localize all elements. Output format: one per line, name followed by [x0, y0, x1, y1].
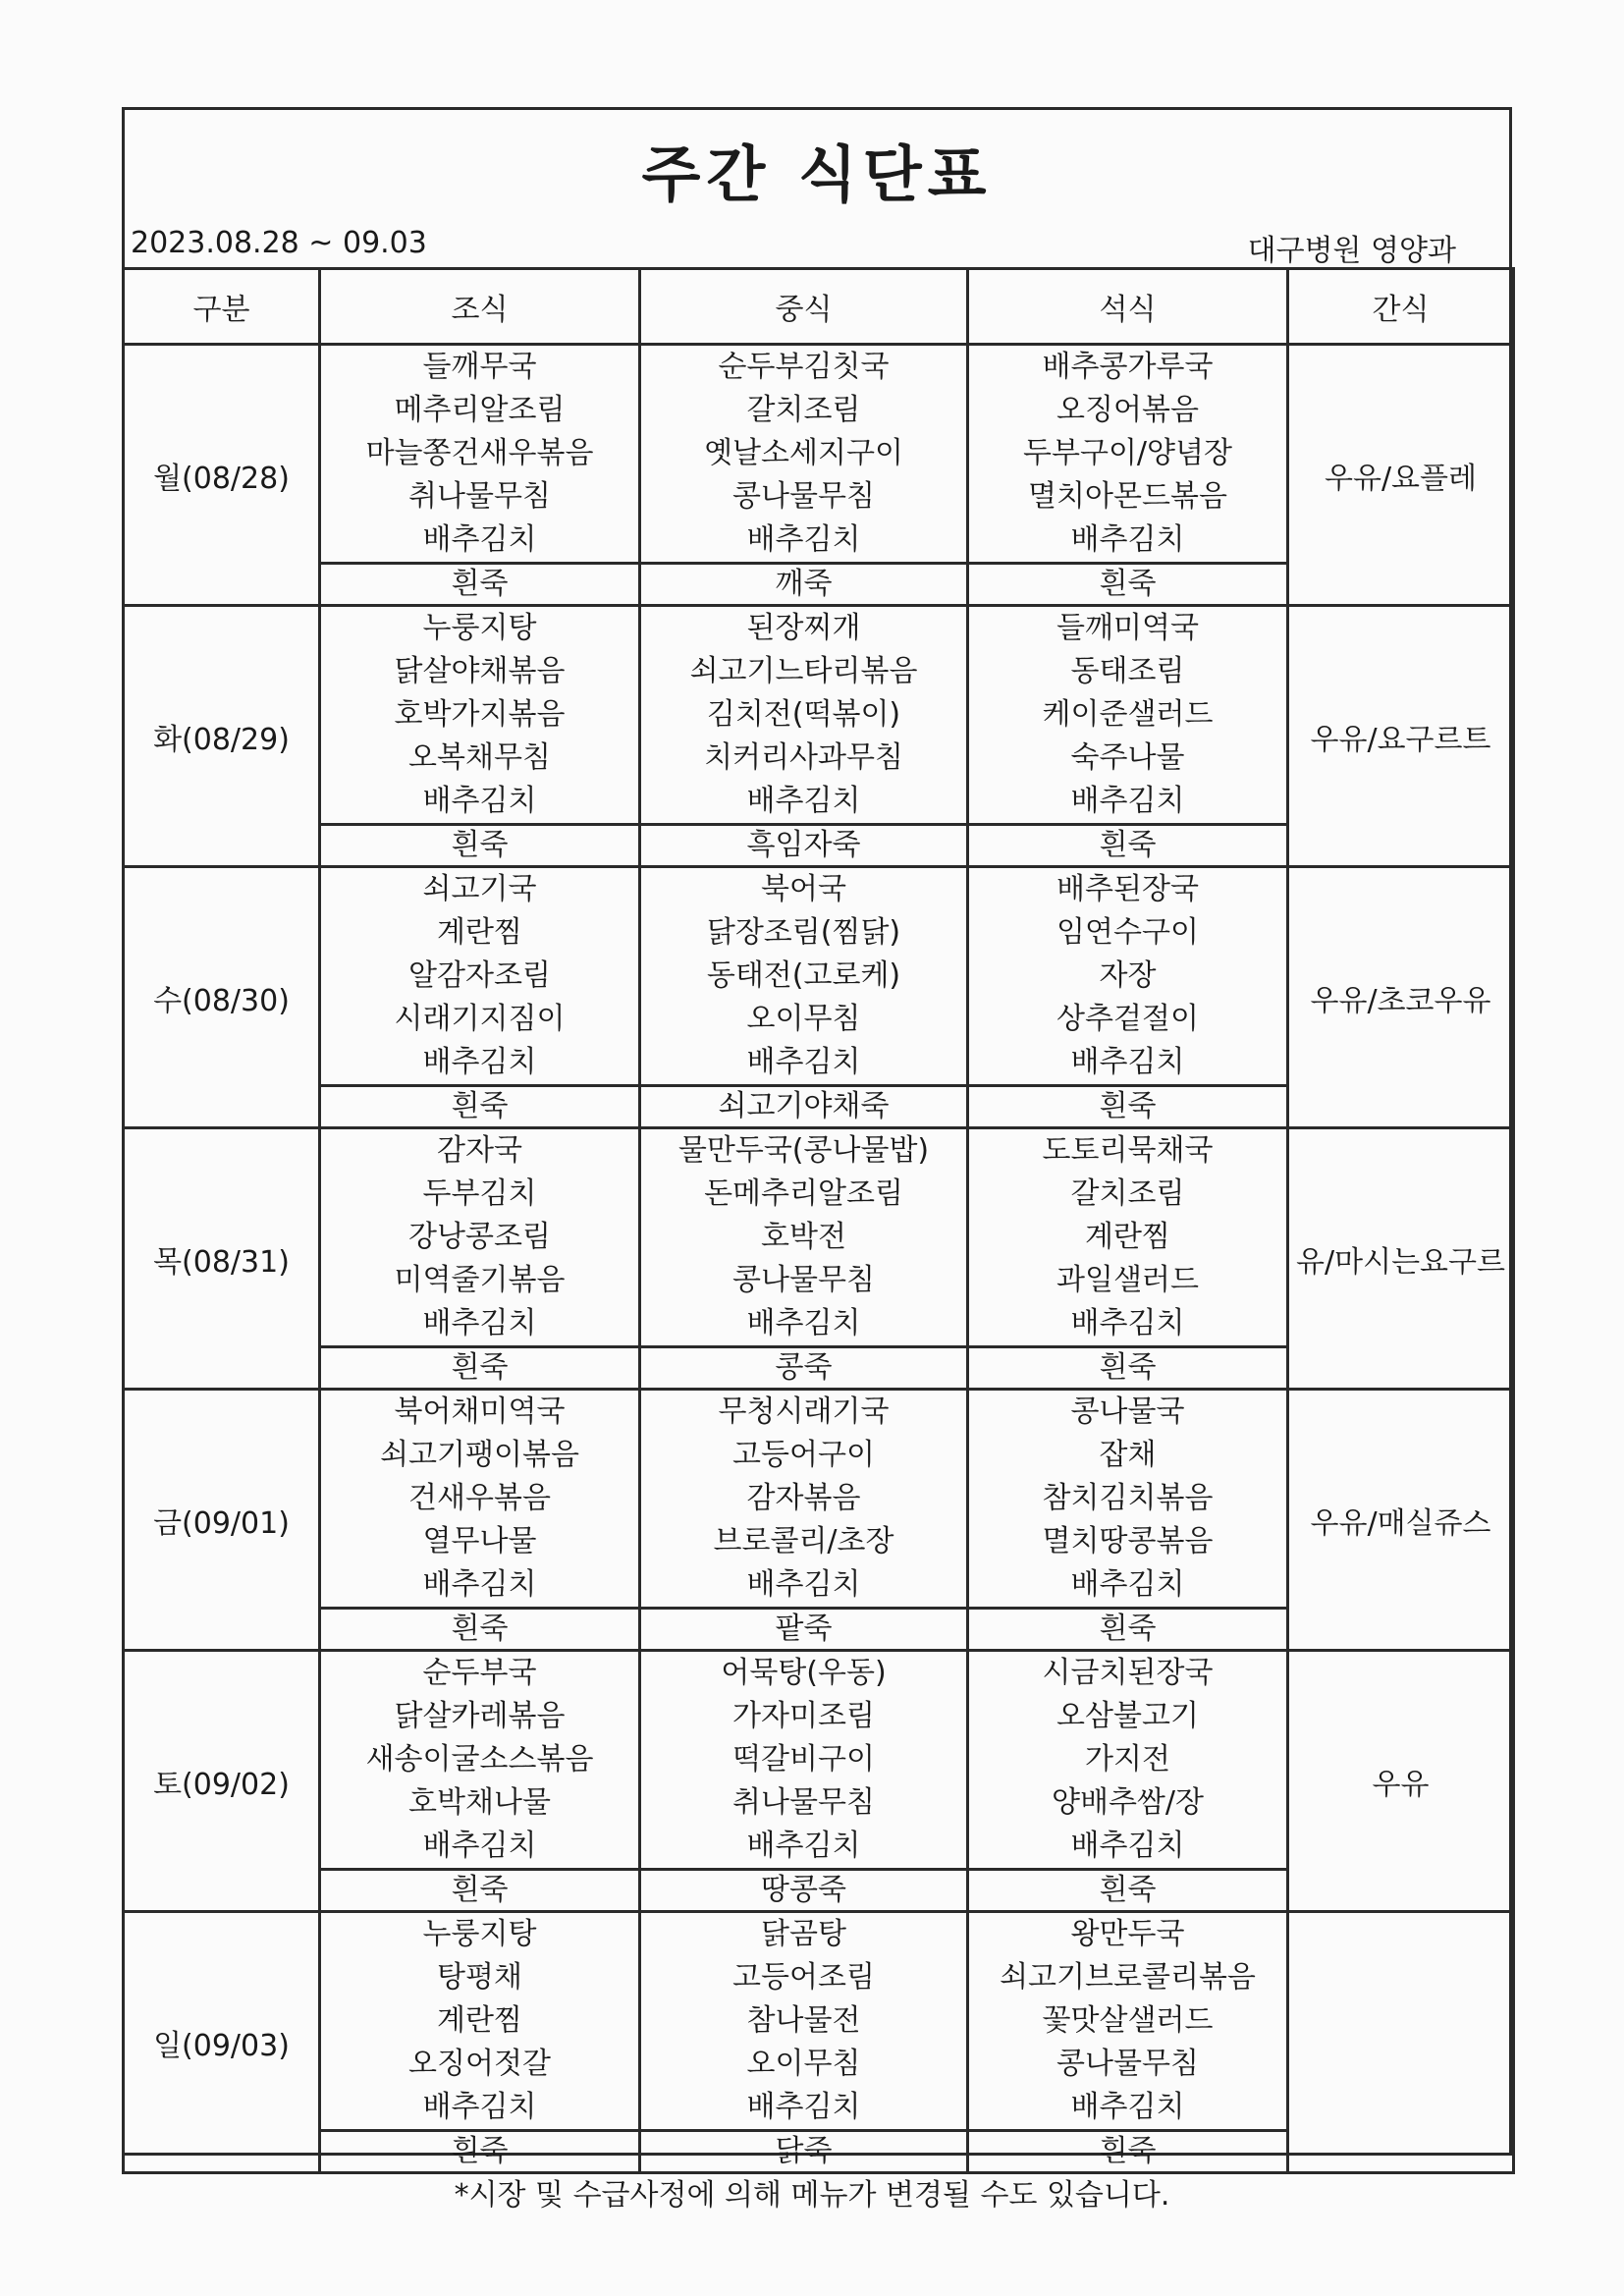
- dish-item: 옛날소세지구이: [704, 436, 903, 470]
- dish-item: 배추김치: [422, 1829, 537, 1863]
- dish-list: [969, 868, 1286, 1084]
- table-row: [124, 867, 1514, 1086]
- dish-item: 두부김치: [422, 1176, 537, 1211]
- dish-list: [641, 868, 966, 1084]
- dish-item: 쇠고기느타리볶음: [689, 654, 918, 688]
- dish-list: [321, 868, 638, 1084]
- dish-item: 가자미조림: [732, 1699, 875, 1733]
- dish-item: 시금치된장국: [1042, 1656, 1214, 1690]
- dish-list: [641, 346, 966, 562]
- porridge-dinner: 흰죽: [968, 2131, 1288, 2173]
- porridge-dinner: 흰죽: [968, 825, 1288, 867]
- porridge-breakfast: 흰죽: [320, 2131, 640, 2173]
- dish-item: 새송이굴소스볶음: [365, 1742, 594, 1777]
- dish-item: 배추김치: [746, 1567, 861, 1602]
- breakfast-dishes: [320, 1390, 640, 1609]
- snack-cell: [1288, 1912, 1514, 2173]
- dish-item: 들깨미역국: [1056, 611, 1199, 645]
- column-header-lunch: 중식: [640, 269, 968, 345]
- dish-item: 북어국: [761, 872, 846, 906]
- snack-cell: [1288, 1128, 1514, 1390]
- dish-list: [321, 1652, 638, 1868]
- porridge-lunch: 쇠고기야채죽: [640, 1086, 968, 1128]
- lunch-dishes: [640, 1651, 968, 1870]
- dish-item: 돈메추리알조림: [704, 1176, 903, 1211]
- dish-item: 계란찜: [437, 2003, 522, 2038]
- dish-list: [321, 1913, 638, 2129]
- porridge-dinner: 흰죽: [968, 564, 1288, 606]
- lunch-dishes: [640, 1390, 968, 1609]
- dish-item: 순두부김칫국: [718, 350, 890, 384]
- dish-item: 배추김치: [1070, 2090, 1185, 2124]
- lunch-dishes: [640, 345, 968, 564]
- dish-item: 닭살카레볶음: [394, 1699, 566, 1733]
- dish-item: 배추콩가루국: [1042, 350, 1214, 384]
- dish-item: 계란찜: [1085, 1220, 1170, 1254]
- day-label: 목(08/31): [124, 1128, 320, 1390]
- dish-item: 들깨무국: [422, 350, 537, 384]
- dish-item: 갈치조림: [746, 393, 861, 427]
- dinner-dishes: [968, 1128, 1288, 1347]
- porridge-dinner: 흰죽: [968, 1347, 1288, 1390]
- dish-list: [321, 607, 638, 823]
- dish-item: 떡갈비구이: [732, 1742, 875, 1777]
- day-label: 수(08/30): [124, 867, 320, 1128]
- dish-item: 배추김치: [746, 784, 861, 818]
- dish-item: 감자볶음: [746, 1481, 861, 1515]
- day-label: 토(09/02): [124, 1651, 320, 1912]
- snack-cell: [1288, 606, 1514, 867]
- snack-label: 우유/요플레: [1324, 461, 1477, 496]
- snack-label: 우유/요구르트: [1310, 722, 1491, 757]
- dish-item: 쇠고기브로콜리볶음: [1000, 1960, 1256, 1995]
- porridge-breakfast: 흰죽: [320, 1347, 640, 1390]
- dish-item: 호박가지볶음: [394, 697, 566, 732]
- dish-list: [641, 1129, 966, 1345]
- dish-item: 알감자조림: [408, 958, 551, 993]
- porridge-breakfast: 흰죽: [320, 564, 640, 606]
- dish-list: [641, 1391, 966, 1607]
- table-row: [124, 1651, 1514, 1870]
- dish-item: 마늘쫑건새우볶음: [365, 436, 594, 470]
- dish-item: 콩나물국: [1070, 1394, 1185, 1429]
- snack-label: 우유/매실쥬스: [1310, 1505, 1491, 1541]
- column-header-snack: 간식: [1288, 269, 1514, 345]
- breakfast-dishes: [320, 1651, 640, 1870]
- column-header-dinner: 석식: [968, 269, 1288, 345]
- dish-item: 김치전(떡볶이): [706, 697, 901, 732]
- dish-item: 임연수구이: [1056, 915, 1199, 950]
- table-row: [124, 606, 1514, 825]
- dish-item: 고등어조림: [732, 1960, 875, 1995]
- porridge-lunch: 닭죽: [640, 2131, 968, 2173]
- day-label: 월(08/28): [124, 345, 320, 606]
- column-header-breakfast: 조식: [320, 269, 640, 345]
- table-header-row: [124, 269, 1514, 345]
- porridge-lunch: 깨죽: [640, 564, 968, 606]
- dish-item: 고등어구이: [732, 1438, 875, 1472]
- lunch-dishes: [640, 867, 968, 1086]
- dish-item: 열무나물: [422, 1524, 537, 1558]
- dish-list: [321, 346, 638, 562]
- dish-list: [321, 1391, 638, 1607]
- dish-item: 강낭콩조림: [408, 1220, 551, 1254]
- day-label: 금(09/01): [124, 1390, 320, 1651]
- dish-list: [969, 1391, 1286, 1607]
- dish-item: 배추김치: [422, 1045, 537, 1079]
- menu-change-note: *시장 및 수급사정에 의해 메뉴가 변경될 수도 있습니다.: [454, 2178, 1170, 2213]
- dish-item: 동태조림: [1070, 654, 1185, 688]
- dish-item: 닭살야채볶음: [394, 654, 566, 688]
- dish-item: 치커리사과무침: [704, 740, 903, 775]
- dish-item: 닭장조림(찜닭): [706, 915, 901, 950]
- dish-item: 배추김치: [746, 2090, 861, 2124]
- weekly-menu-table: [122, 267, 1515, 2174]
- day-label: 일(09/03): [124, 1912, 320, 2173]
- dinner-dishes: [968, 1390, 1288, 1609]
- dish-item: 멸치아몬드볶음: [1028, 479, 1227, 514]
- dish-item: 배추된장국: [1056, 872, 1199, 906]
- dish-item: 누룽지탕: [422, 611, 537, 645]
- dish-item: 배추김치: [422, 522, 537, 557]
- dish-list: [969, 1652, 1286, 1868]
- dish-item: 상추겉절이: [1056, 1002, 1199, 1036]
- dish-item: 잡채: [1099, 1438, 1157, 1472]
- lunch-dishes: [640, 1128, 968, 1347]
- dish-list: [641, 607, 966, 823]
- breakfast-dishes: [320, 1128, 640, 1347]
- dish-item: 배추김치: [1070, 784, 1185, 818]
- dish-item: 건새우볶음: [408, 1481, 551, 1515]
- porridge-breakfast: 흰죽: [320, 1870, 640, 1912]
- dish-item: 동태전(고로케): [706, 958, 901, 993]
- dish-item: 가지전: [1085, 1742, 1170, 1777]
- column-header-category: 구분: [124, 269, 320, 345]
- dish-item: 꽃맛살샐러드: [1042, 2003, 1214, 2038]
- porridge-breakfast: 흰죽: [320, 1609, 640, 1651]
- dish-item: 배추김치: [1070, 1829, 1185, 1863]
- breakfast-dishes: [320, 1912, 640, 2131]
- lunch-dishes: [640, 606, 968, 825]
- dish-item: 취나물무침: [408, 479, 551, 514]
- dish-item: 참나물전: [746, 2003, 861, 2038]
- dish-item: 참치김치볶음: [1042, 1481, 1214, 1515]
- dish-item: 오삼불고기: [1056, 1699, 1199, 1733]
- dish-list: [969, 346, 1286, 562]
- dish-item: 취나물무침: [732, 1785, 875, 1820]
- dish-item: 배추김치: [1070, 522, 1185, 557]
- porridge-dinner: 흰죽: [968, 1870, 1288, 1912]
- dish-item: 브로콜리/초장: [713, 1524, 894, 1558]
- lunch-dishes: [640, 1912, 968, 2131]
- dish-item: 미역줄기볶음: [394, 1263, 566, 1297]
- dish-item: 오징어볶음: [1056, 393, 1199, 427]
- dish-item: 시래기지짐이: [394, 1002, 566, 1036]
- dish-item: 배추김치: [422, 2090, 537, 2124]
- dish-item: 배추김치: [746, 1306, 861, 1340]
- dish-item: 배추김치: [422, 1306, 537, 1340]
- dish-item: 계란찜: [437, 915, 522, 950]
- dinner-dishes: [968, 345, 1288, 564]
- snack-label: 우유/초코우유: [1310, 983, 1491, 1018]
- dish-item: 배추김치: [746, 522, 861, 557]
- table-row: [124, 1912, 1514, 2131]
- table-row: [124, 1128, 1514, 1347]
- dish-item: 케이준샐러드: [1042, 697, 1214, 732]
- dish-item: 쇠고기국: [422, 872, 537, 906]
- dish-list: [641, 1652, 966, 1868]
- dish-list: [969, 1913, 1286, 2129]
- breakfast-dishes: [320, 867, 640, 1086]
- dish-item: 배추김치: [1070, 1567, 1185, 1602]
- day-label: 화(08/29): [124, 606, 320, 867]
- dinner-dishes: [968, 867, 1288, 1086]
- snack-label: 우유: [1372, 1767, 1430, 1802]
- dish-item: 배추김치: [422, 784, 537, 818]
- porridge-breakfast: 흰죽: [320, 1086, 640, 1128]
- dish-item: 콩나물무침: [732, 479, 875, 514]
- dish-item: 콩나물무침: [732, 1263, 875, 1297]
- porridge-breakfast: 흰죽: [320, 825, 640, 867]
- snack-cell: [1288, 1390, 1514, 1651]
- porridge-dinner: 흰죽: [968, 1609, 1288, 1651]
- dish-item: 오징어젓갈: [408, 2047, 551, 2081]
- dish-item: 숙주나물: [1070, 740, 1185, 775]
- dish-item: 자장: [1099, 958, 1157, 993]
- dish-item: 배추김치: [1070, 1045, 1185, 1079]
- menu-sheet: [122, 107, 1512, 2168]
- dish-item: 닭곰탕: [761, 1917, 846, 1951]
- dinner-dishes: [968, 1651, 1288, 1870]
- dish-item: 오복채무침: [408, 740, 551, 775]
- porridge-lunch: 흑임자죽: [640, 825, 968, 867]
- dish-item: 된장찌개: [746, 611, 861, 645]
- page-title: 주간 식단표: [641, 138, 993, 210]
- breakfast-dishes: [320, 606, 640, 825]
- dish-item: 북어채미역국: [394, 1394, 566, 1429]
- dish-item: 누룽지탕: [422, 1917, 537, 1951]
- snack-cell: [1288, 867, 1514, 1128]
- dish-item: 배추김치: [1070, 1306, 1185, 1340]
- dish-item: 콩나물무침: [1056, 2047, 1199, 2081]
- dish-item: 과일샐러드: [1056, 1263, 1199, 1297]
- department-label: 대구병원 영양과: [1247, 234, 1456, 268]
- dish-item: 순두부국: [422, 1656, 537, 1690]
- dish-list: [641, 1913, 966, 2129]
- dish-item: 배추김치: [746, 1829, 861, 1863]
- dish-item: 어묵탕(우동): [721, 1656, 887, 1690]
- dish-item: 왕만두국: [1070, 1917, 1185, 1951]
- snack-label: 유/마시는요구르: [1296, 1244, 1505, 1280]
- dish-item: 배추김치: [422, 1567, 537, 1602]
- dish-list: [969, 1129, 1286, 1345]
- dish-list: [321, 1129, 638, 1345]
- dish-item: 물만두국(콩나물밥): [677, 1133, 930, 1168]
- porridge-lunch: 땅콩죽: [640, 1870, 968, 1912]
- dish-item: 두부구이/양념장: [1023, 436, 1232, 470]
- dish-item: 배추김치: [746, 1045, 861, 1079]
- dish-item: 호박채나물: [408, 1785, 551, 1820]
- breakfast-dishes: [320, 345, 640, 564]
- dish-item: 멸치땅콩볶음: [1042, 1524, 1214, 1558]
- dinner-dishes: [968, 606, 1288, 825]
- dish-item: 무청시래기국: [718, 1394, 890, 1429]
- dish-item: 감자국: [437, 1133, 522, 1168]
- dish-item: 호박전: [761, 1220, 846, 1254]
- table-row: [124, 345, 1514, 564]
- porridge-lunch: 팥죽: [640, 1609, 968, 1651]
- dish-item: 쇠고기팽이볶음: [380, 1438, 579, 1472]
- dish-list: [969, 607, 1286, 823]
- dish-item: 메추리알조림: [394, 393, 566, 427]
- table-row: [124, 1390, 1514, 1609]
- dish-item: 탕평채: [437, 1960, 522, 1995]
- snack-cell: [1288, 1651, 1514, 1912]
- dish-item: 도토리묵채국: [1042, 1133, 1214, 1168]
- dish-item: 양배추쌈/장: [1051, 1785, 1204, 1820]
- porridge-dinner: 흰죽: [968, 1086, 1288, 1128]
- porridge-lunch: 콩죽: [640, 1347, 968, 1390]
- dish-item: 갈치조림: [1070, 1176, 1185, 1211]
- dish-item: 오이무침: [746, 1002, 861, 1036]
- date-range: 2023.08.28 ~ 09.03: [131, 226, 427, 260]
- snack-cell: [1288, 345, 1514, 606]
- dish-item: 오이무침: [746, 2047, 861, 2081]
- dinner-dishes: [968, 1912, 1288, 2131]
